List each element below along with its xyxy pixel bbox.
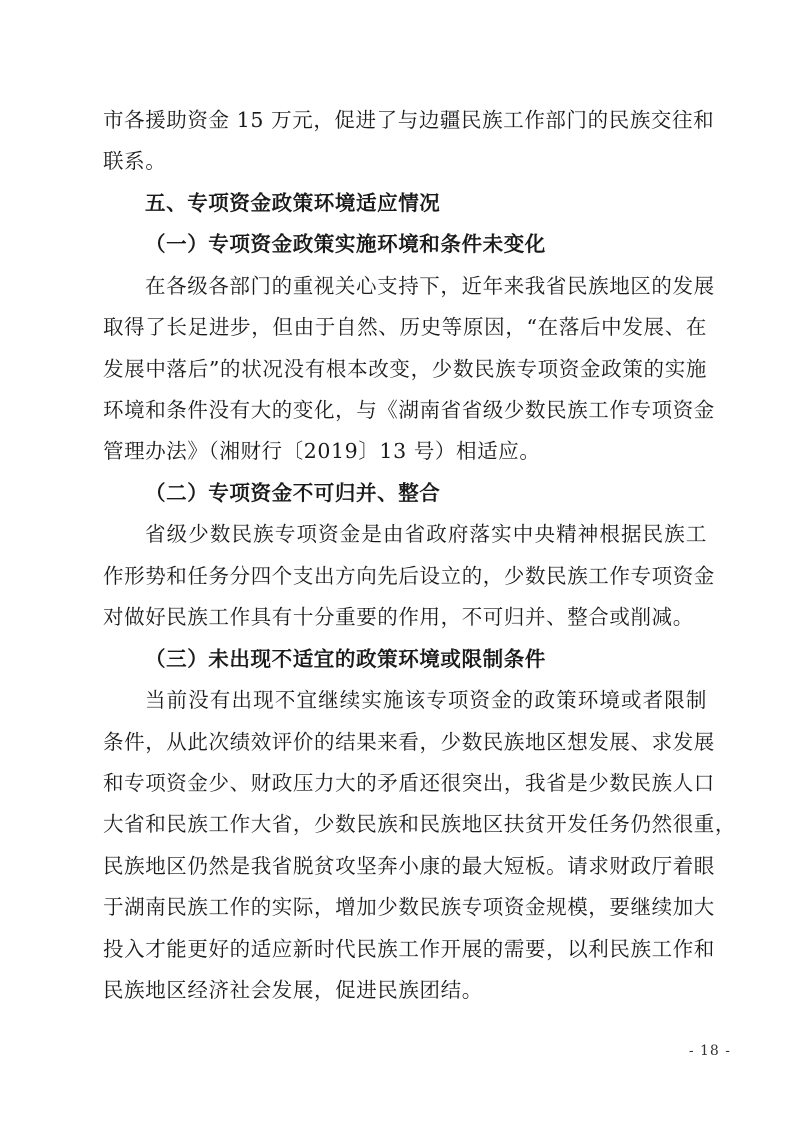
- paragraph-line: 于湖南民族工作的实际，增加少数民族专项资金规模，要继续加大: [103, 895, 715, 919]
- paragraph-line: 大省和民族工作大省，少数民族和民族地区扶贫开发任务仍然很重，: [103, 812, 736, 836]
- paragraph-line: 和专项资金少、财政压力大的矛盾还很突出，我省是少数民族人口: [103, 771, 715, 795]
- paragraph-line: 在各级各部门的重视关心支持下，近年来我省民族地区的发展: [145, 274, 715, 298]
- paragraph-line: 当前没有出现不宜继续实施该专项资金的政策环境或者限制: [145, 688, 707, 712]
- subsection-heading: （二）专项资金不可归并、整合: [145, 481, 441, 505]
- paragraph-line: 发展中落后”的状况没有根本改变，少数民族专项资金政策的实施: [103, 357, 707, 381]
- paragraph-line: 管理办法》（湘财行〔2019〕13 号）相适应。: [103, 439, 541, 463]
- page-number: - 18 -: [688, 1043, 731, 1059]
- paragraph-line: 取得了长足进步，但由于自然、历史等原因，“在落后中发展、在: [103, 315, 707, 339]
- subsection-heading: （一）专项资金政策实施环境和条件未变化: [145, 232, 546, 256]
- paragraph-line: 环境和条件没有大的变化，与《湖南省省级少数民族工作专项资金: [103, 398, 715, 422]
- paragraph-line: 投入才能更好的适应新时代民族工作开展的需要，以利民族工作和: [103, 937, 715, 961]
- paragraph-line: 联系。: [103, 149, 167, 173]
- section-heading: 五、专项资金政策环境适应情况: [145, 191, 441, 215]
- paragraph-line: 民族地区经济社会发展，促进民族团结。: [103, 978, 483, 1002]
- paragraph-line: 市各援助资金 15 万元，促进了与边疆民族工作部门的民族交往和: [103, 108, 715, 132]
- paragraph-line: 省级少数民族专项资金是由省政府落实中央精神根据民族工: [145, 522, 707, 546]
- subsection-heading: （三）未出现不适宜的政策环境或限制条件: [145, 647, 546, 671]
- paragraph-line: 民族地区仍然是我省脱贫攻坚奔小康的最大短板。请求财政厅着眼: [103, 854, 715, 878]
- paragraph-line: 条件，从此次绩效评价的结果来看，少数民族地区想发展、求发展: [103, 730, 715, 754]
- paragraph-line: 作形势和任务分四个支出方向先后设立的，少数民族工作专项资金: [103, 564, 715, 588]
- paragraph-line: 对做好民族工作具有十分重要的作用，不可归并、整合或削减。: [103, 605, 694, 629]
